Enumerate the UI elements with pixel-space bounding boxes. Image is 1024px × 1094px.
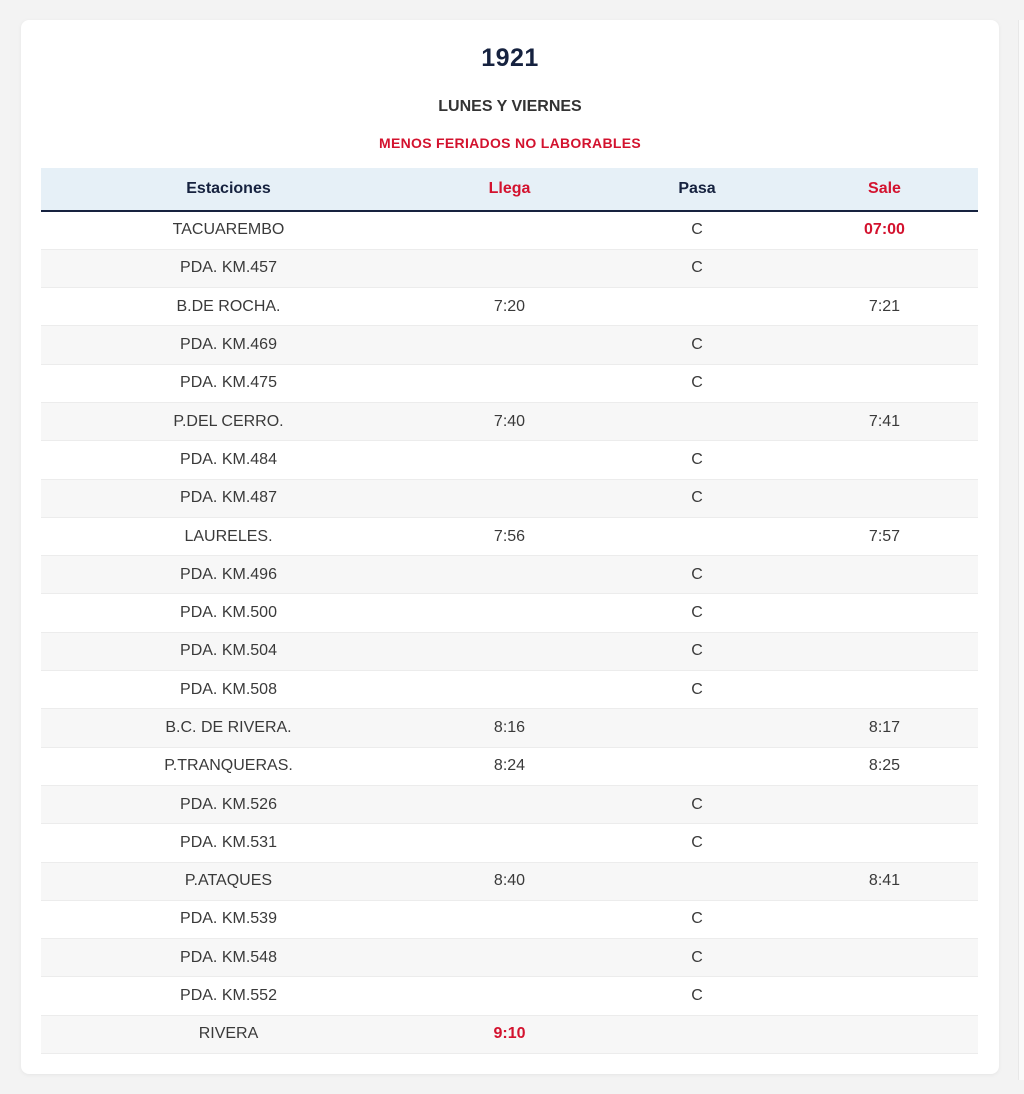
table-row	[41, 211, 978, 249]
schedule-table	[41, 168, 978, 1054]
departure-time-cell: 8:17	[791, 709, 978, 747]
passes-cell: C	[603, 594, 791, 632]
station-cell: PDA. KM.487	[41, 479, 416, 517]
station-cell: PDA. KM.531	[41, 824, 416, 862]
passes-cell: C	[603, 479, 791, 517]
station-cell: LAURELES.	[41, 517, 416, 555]
arrival-time-cell	[416, 939, 603, 977]
station-cell: RIVERA	[41, 1015, 416, 1053]
departure-time-cell: 7:21	[791, 288, 978, 326]
table-row	[41, 402, 978, 440]
table-row	[41, 747, 978, 785]
passes-cell: C	[603, 900, 791, 938]
passes-cell: C	[603, 364, 791, 402]
departure-time-cell	[791, 249, 978, 287]
table-row	[41, 594, 978, 632]
arrival-time-cell: 8:16	[416, 709, 603, 747]
passes-cell	[603, 747, 791, 785]
departure-time-cell	[791, 900, 978, 938]
departure-time-cell	[791, 326, 978, 364]
arrival-time-cell	[416, 785, 603, 823]
passes-cell: C	[603, 211, 791, 249]
arrival-time-cell: 8:24	[416, 747, 603, 785]
departure-time-cell	[791, 556, 978, 594]
arrival-time-cell	[416, 977, 603, 1015]
station-cell: PDA. KM.496	[41, 556, 416, 594]
station-cell: PDA. KM.539	[41, 900, 416, 938]
departure-time-cell: 7:41	[791, 402, 978, 440]
table-row	[41, 824, 978, 862]
table-row	[41, 900, 978, 938]
column-header-passes: Pasa	[603, 168, 791, 211]
arrival-time-cell	[416, 211, 603, 249]
departure-time-cell	[791, 785, 978, 823]
column-header-arrives: Llega	[416, 168, 603, 211]
table-row	[41, 556, 978, 594]
arrival-time-cell	[416, 671, 603, 709]
departure-time-cell	[791, 632, 978, 670]
station-cell: PDA. KM.552	[41, 977, 416, 1015]
departure-time-cell	[791, 441, 978, 479]
table-row	[41, 1015, 978, 1053]
passes-cell: C	[603, 824, 791, 862]
departure-time-cell: 07:00	[791, 211, 978, 249]
arrival-time-cell	[416, 441, 603, 479]
arrival-time-cell: 9:10	[416, 1015, 603, 1053]
column-header-departs: Sale	[791, 168, 978, 211]
passes-cell	[603, 709, 791, 747]
table-row	[41, 364, 978, 402]
passes-cell	[603, 288, 791, 326]
passes-cell: C	[603, 977, 791, 1015]
arrival-time-cell	[416, 249, 603, 287]
passes-cell: C	[603, 785, 791, 823]
station-cell: B.DE ROCHA.	[41, 288, 416, 326]
column-header-station: Estaciones	[41, 168, 416, 211]
adjacent-card-edge	[1018, 20, 1024, 1080]
table-row	[41, 709, 978, 747]
station-cell: PDA. KM.548	[41, 939, 416, 977]
arrival-time-cell	[416, 632, 603, 670]
departure-time-cell: 7:57	[791, 517, 978, 555]
station-cell: B.C. DE RIVERA.	[41, 709, 416, 747]
departure-time-cell	[791, 977, 978, 1015]
table-row	[41, 862, 978, 900]
departure-time-cell	[791, 939, 978, 977]
arrival-time-cell	[416, 594, 603, 632]
arrival-time-cell: 7:40	[416, 402, 603, 440]
passes-cell: C	[603, 939, 791, 977]
table-row	[41, 441, 978, 479]
table-row	[41, 326, 978, 364]
departure-time-cell	[791, 479, 978, 517]
passes-cell	[603, 402, 791, 440]
passes-cell: C	[603, 671, 791, 709]
table-row	[41, 288, 978, 326]
table-row	[41, 249, 978, 287]
departure-time-cell	[791, 594, 978, 632]
table-row	[41, 632, 978, 670]
arrival-time-cell	[416, 479, 603, 517]
station-cell: P.TRANQUERAS.	[41, 747, 416, 785]
table-row	[41, 785, 978, 823]
table-row	[41, 977, 978, 1015]
arrival-time-cell	[416, 824, 603, 862]
passes-cell: C	[603, 632, 791, 670]
service-days: LUNES Y VIERNES	[438, 98, 582, 115]
passes-cell: C	[603, 556, 791, 594]
station-cell: PDA. KM.504	[41, 632, 416, 670]
arrival-time-cell	[416, 556, 603, 594]
passes-cell: C	[603, 441, 791, 479]
timetable-card	[21, 20, 999, 1074]
station-cell: P.DEL CERRO.	[41, 402, 416, 440]
station-cell: PDA. KM.475	[41, 364, 416, 402]
departure-time-cell: 8:41	[791, 862, 978, 900]
departure-time-cell	[791, 364, 978, 402]
departure-time-cell: 8:25	[791, 747, 978, 785]
passes-cell	[603, 862, 791, 900]
table-header-row	[41, 168, 978, 211]
table-body	[41, 211, 978, 1054]
table-row	[41, 939, 978, 977]
station-cell: P.ATAQUES	[41, 862, 416, 900]
arrival-time-cell: 7:56	[416, 517, 603, 555]
station-cell: PDA. KM.526	[41, 785, 416, 823]
departure-time-cell	[791, 671, 978, 709]
table-row	[41, 671, 978, 709]
passes-cell: C	[603, 326, 791, 364]
table-row	[41, 479, 978, 517]
passes-cell: C	[603, 249, 791, 287]
departure-time-cell	[791, 1015, 978, 1053]
holiday-note: MENOS FERIADOS NO LABORABLES	[379, 135, 641, 151]
arrival-time-cell	[416, 900, 603, 938]
arrival-time-cell: 7:20	[416, 288, 603, 326]
departure-time-cell	[791, 824, 978, 862]
station-cell: PDA. KM.469	[41, 326, 416, 364]
station-cell: TACUAREMBO	[41, 211, 416, 249]
passes-cell	[603, 517, 791, 555]
station-cell: PDA. KM.484	[41, 441, 416, 479]
arrival-time-cell	[416, 326, 603, 364]
station-cell: PDA. KM.500	[41, 594, 416, 632]
arrival-time-cell: 8:40	[416, 862, 603, 900]
station-cell: PDA. KM.508	[41, 671, 416, 709]
station-cell: PDA. KM.457	[41, 249, 416, 287]
table-row	[41, 517, 978, 555]
arrival-time-cell	[416, 364, 603, 402]
train-number-title: 1921	[481, 44, 539, 72]
passes-cell	[603, 1015, 791, 1053]
